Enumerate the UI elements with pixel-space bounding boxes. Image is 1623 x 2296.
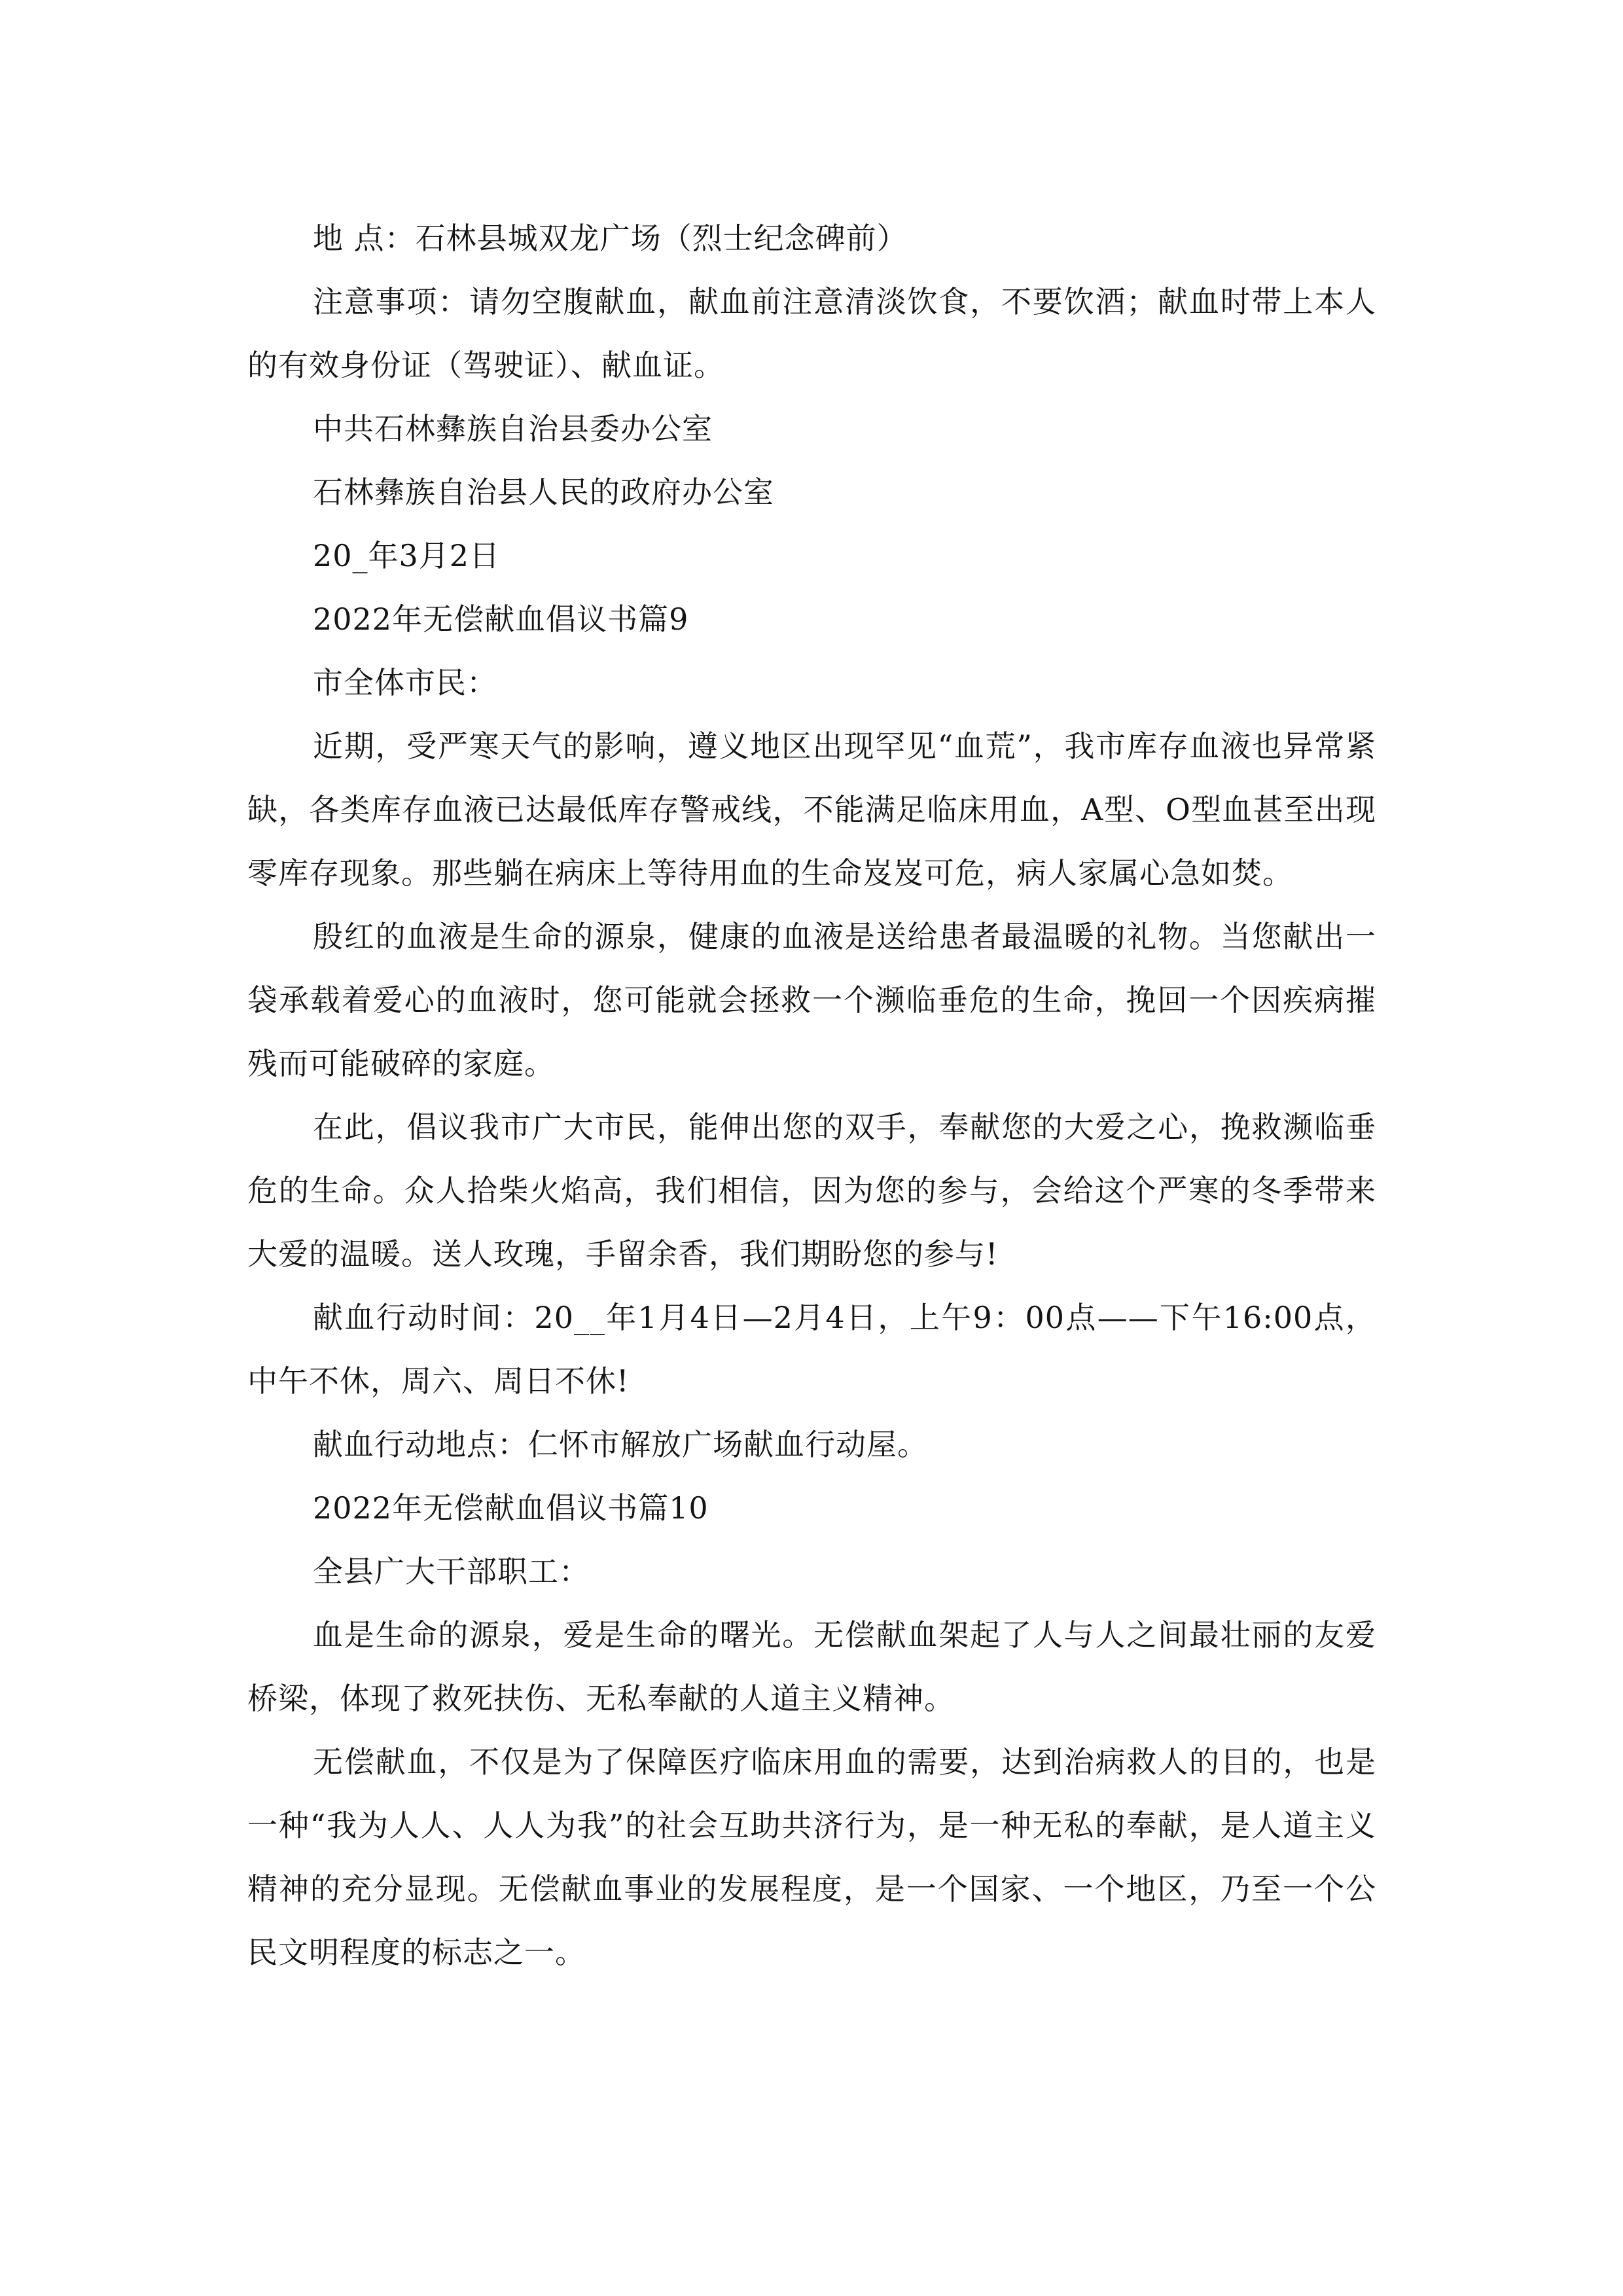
paragraph-appeal: 在此，倡议我市广大市民，能伸出您的双手，奉献您的大爱之心，挽救濒临垂危的生命。众人拾柴火焰高，我们相信，因为您的参与，会给这个严寒的冬季带来大爱的温暖。送人玫瑰，手留余香，我们期盼您的参与!: [247, 1109, 1376, 1272]
document-body: [247, 207, 1376, 1984]
paragraph-donation-place: 献血行动地点：仁怀市解放广场献血行动屋。: [313, 1427, 928, 1462]
salutation-citizens: 市全体市民：: [313, 665, 497, 700]
paragraph-blood-shortage: 近期，受严寒天气的影响，遵义地区出现罕见“血荒”，我市库存血液也异常紧缺，各类库存血液已达最低库存警戒线，不能满足临床用血，A型、O型血甚至出现零库存现象。那些躺在病床上等待用血的生命岌岌可危，病人家属心急如焚。: [247, 728, 1376, 891]
section-heading-10: 2022年无偿献血倡议书篇10: [313, 1490, 709, 1526]
paragraph-voluntary-donation: 无偿献血，不仅是为了保障医疗临床用血的需要，达到治病救人的目的，也是一种“我为人人、人人为我”的社会互助共济行为，是一种无私的奉献，是人道主义精神的充分显现。无偿献血事业的发展程度，是一个国家、一个地区，乃至一个公民文明程度的标志之一。: [247, 1744, 1376, 1970]
paragraph-donation-time: 献血行动时间：20__年1月4日—2月4日，上午9：00点——下午16:00点，中午不休，周六、周日不休!: [247, 1300, 1376, 1399]
paragraph-date: 20_年3月2日: [313, 538, 501, 573]
paragraph-issuer-government-office: 石林彝族自治县人民的政府办公室: [313, 475, 774, 510]
paragraph-issuer-party-office: 中共石林彝族自治县委办公室: [313, 411, 713, 446]
salutation-staff: 全县广大干部职工：: [313, 1554, 590, 1589]
section-heading-9: 2022年无偿献血倡议书篇9: [313, 601, 689, 637]
paragraph-blood-and-love: 血是生命的源泉，爱是生命的曙光。无偿献血架起了人与人之间最壮丽的友爱桥梁，体现了救死扶伤、无私奉献的人道主义精神。: [247, 1617, 1376, 1716]
paragraph-blood-source-of-life: 殷红的血液是生命的源泉，健康的血液是送给患者最温暖的礼物。当您献出一袋承载着爱心的血液时，您可能就会拯救一个濒临垂危的生命，挽回一个因疾病摧残而可能破碎的家庭。: [247, 919, 1376, 1081]
paragraph-location: 地 点：石林县城双龙广场（烈士纪念碑前）: [313, 221, 908, 256]
paragraph-notes: 注意事项：请勿空腹献血，献血前注意清淡饮食，不要饮酒；献血时带上本人的有效身份证（驾驶证）、献血证。: [247, 284, 1376, 383]
